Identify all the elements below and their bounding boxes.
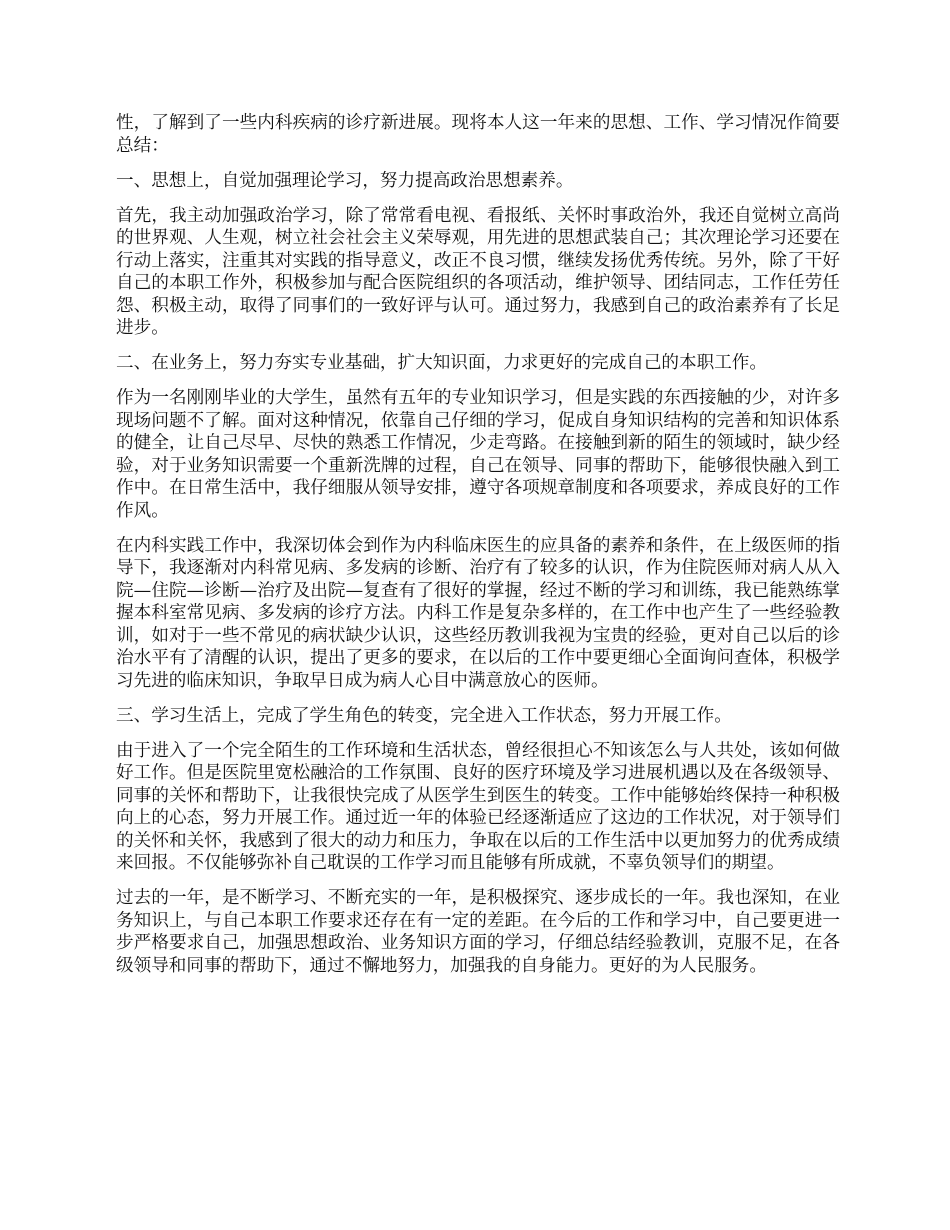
business-paragraph-2: 在内科实践工作中，我深切体会到作为内科临床医生的应具备的素养和条件，在上级医师的指导下，我逐渐对内科常见病、多发病的诊断、治疗有了较多的认识，作为住院医师对病人从入院—住院—诊断—治疗及出院—复查有了很好的掌握，经过不断的学习和训练，我已能熟练掌握本科室常见病、多发病的诊疗方法。内科工作是复杂多样的，在工作中也产生了一些经验教训，如对于一些不常见的病状缺少认识，这些经历教训我视为宝贵的经验，更对自己以后的诊治水平有了清醒的认识，提出了更多的要求，在以后的工作中要更细心全面询问查体，积极学习先进的临床知识，争取早日成为病人心目中满意放心的医师。 xyxy=(116,535,840,691)
ideology-paragraph: 首先，我主动加强政治学习，除了常常看电视、看报纸、关怀时事政治外，我还自觉树立高尚的世界观、人生观，树立社会社会主义荣辱观，用先进的思想武装自己；其次理论学习还要在行动上落实，注重其对实践的指导意义，改正不良习惯，继续发扬优秀传统。另外，除了干好自己的本职工作外，积极参加与配合医院组织的各项活动，维护领导、团结同志，工作任劳任怨、积极主动，取得了同事们的一致好评与认可。通过努力，我感到自己的政治素养有了长足进步。 xyxy=(116,205,840,338)
intro-paragraph: 性，了解到了一些内科疾病的诊疗新进展。现将本人这一年来的思想、工作、学习情况作简要总结： xyxy=(116,113,840,156)
document-page xyxy=(116,112,840,990)
section-heading-study-life: 三、学习生活上，完成了学生角色的转变，完全进入工作状态，努力开展工作。 xyxy=(116,705,732,726)
business-paragraph-1: 作为一名刚刚毕业的大学生，虽然有五年的专业知识学习，但是实践的东西接触的少，对许多现场问题不了解。面对这种情况，依靠自己仔细的学习，促成自身知识结构的完善和知识体系的健全，让自己尽早、尽快的熟悉工作情况，少走弯路。在接触到新的陌生的领域时，缺少经验，对于业务知识需要一个重新洗牌的过程，自己在领导、同事的帮助下，能够很快融入到工作中。在日常生活中，我仔细服从领导安排，遵守各项规章制度和各项要求，养成良好的工作作风。 xyxy=(116,388,840,521)
study-life-paragraph: 由于进入了一个完全陌生的工作环境和生活状态，曾经很担心不知该怎么与人共处，该如何做好工作。但是医院里宽松融洽的工作氛围、良好的医疗环境及学习进展机遇以及在各级领导、同事的关怀和帮助下，让我很快完成了从医学生到医生的转变。工作中能够始终保持一种积极向上的心态，努力开展工作。通过近一年的体验已经逐渐适应了这边的工作状况，对于领导们的关怀和关怀，我感到了很大的动力和压力，争取在以后的工作生活中以更加努力的优秀成绩来回报。不仅能够弥补自己耽误的工作学习而且能够有所成就，不辜负领导们的期望。 xyxy=(116,740,840,873)
section-heading-business: 二、在业务上，努力夯实专业基础，扩大知识面，力求更好的完成自己的本职工作。 xyxy=(116,353,767,373)
section-heading-ideology: 一、思想上，自觉加强理论学习，努力提高政治思想素养。 xyxy=(116,170,574,191)
closing-paragraph: 过去的一年，是不断学习、不断充实的一年，是积极探究、逐步成长的一年。我也深知，在业务知识上，与自己本职工作要求还存在有一定的差距。在今后的工作和学习中，自己要更进一步严格要求自己，加强思想政治、业务知识方面的学习，仔细总结经验教训，克服不足，在各级领导和同事的帮助下，通过不懈地努力，加强我的自身能力。更好的为人民服务。 xyxy=(116,888,840,976)
